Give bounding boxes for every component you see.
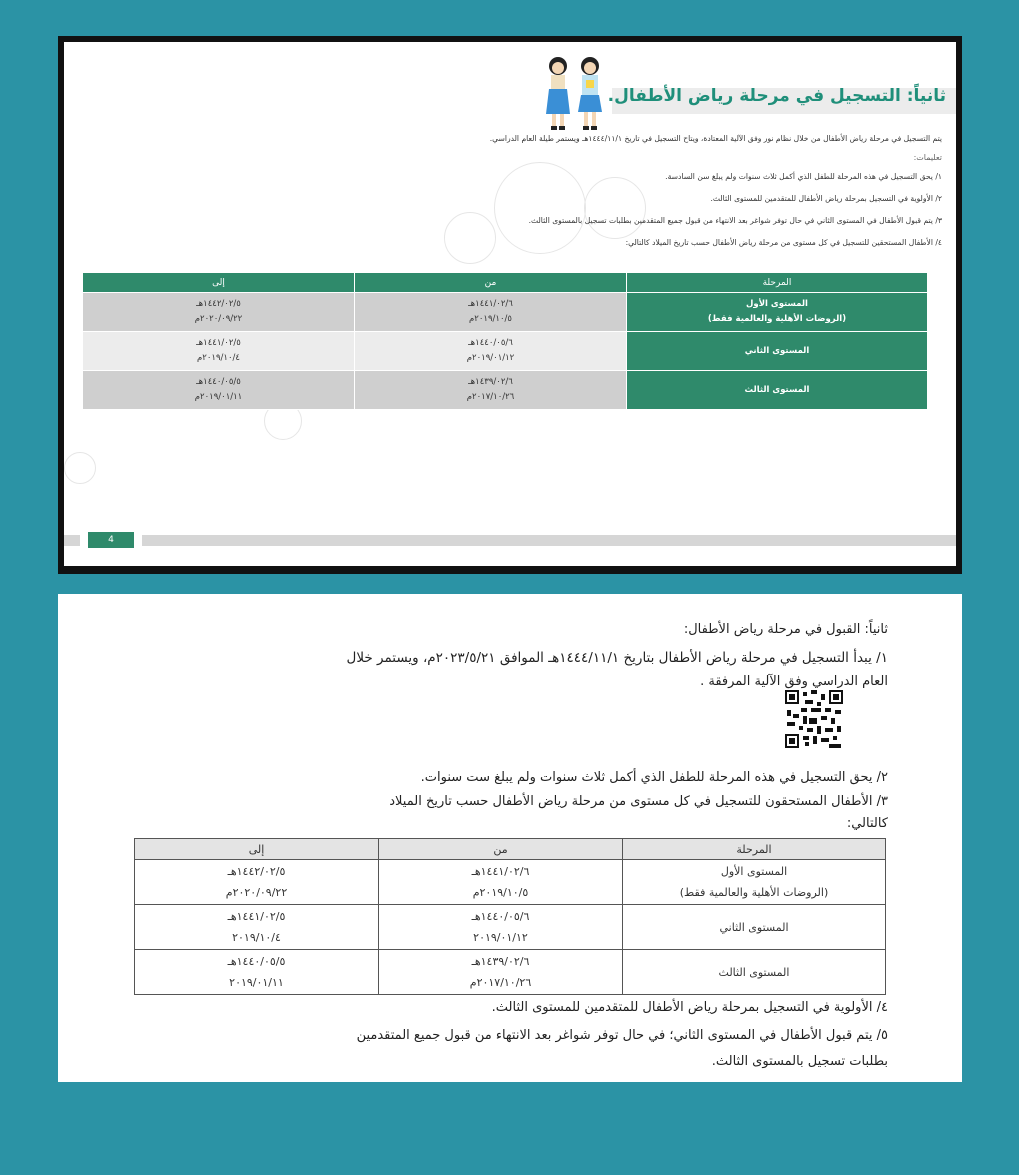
to-hijri: ١٤٤٢/٠٢/٥هـ <box>196 299 241 309</box>
footer-bar <box>142 535 956 546</box>
note-item: ٤/ الأطفال المستحقين للتسجيل في كل مستوى من مرحلة رياض الأطفال حسب تاريخ الميلاد كالتالي: <box>625 238 942 247</box>
to-cell <box>83 332 355 371</box>
paragraph-3: ٣/ الأطفال المستحقون للتسجيل في كل مستوى من مرحلة رياض الأطفال حسب تاريخ الميلاد <box>389 794 888 809</box>
level-name: المستوى الثاني <box>744 345 810 356</box>
paragraph-5: ٥/ يتم قبول الأطفال في المستوى الثاني؛ في حال توفر شواغر بعد الانتهاء من قبول جميع المتقدمين <box>356 1028 888 1043</box>
table-row <box>135 860 886 905</box>
slide-eligibility-table <box>82 272 928 410</box>
section-heading: ثانياً: القبول في مرحلة رياض الأطفال: <box>683 622 888 637</box>
from-gregorian: ٢٠١٩/١٠/٥م <box>469 314 512 324</box>
level-cell <box>623 905 886 950</box>
level-name: المستوى الثالث <box>744 384 810 395</box>
from-cell <box>379 950 623 995</box>
from-gregorian: ٢٠١٩/٠١/١٢ <box>473 931 528 944</box>
level-cell <box>627 293 928 332</box>
to-gregorian: ٢٠١٩/١٠/٤ <box>232 931 281 944</box>
level-name: المستوى الثاني <box>719 920 789 934</box>
from-hijri: ١٤٤٠/٠٥/٦هـ <box>468 338 513 348</box>
qr-code <box>785 690 843 748</box>
from-cell <box>355 332 627 371</box>
note-item: ١/ يحق التسجيل في هذه المرحلة للطفل الذي أكمل ثلاث سنوات ولم يبلغ سن السادسة. <box>665 172 942 181</box>
from-gregorian: ٢٠١٧/١٠/٢٦م <box>469 976 532 989</box>
children-illustration <box>540 52 610 132</box>
level-note: (الروضات الأهلية والعالمية فقط) <box>707 314 847 324</box>
slide-frame <box>58 36 962 574</box>
from-cell <box>355 293 627 332</box>
to-cell <box>135 860 379 905</box>
from-cell <box>379 860 623 905</box>
column-header: من <box>379 839 623 860</box>
from-hijri: ١٤٣٩/٠٢/٦هـ <box>468 377 513 387</box>
from-hijri: ١٤٤١/٠٢/٦هـ <box>471 865 530 878</box>
from-hijri: ١٤٣٩/٠٢/٦هـ <box>471 955 530 968</box>
slide-intro: يتم التسجيل في مرحلة رياض الأطفال من خلال نظام نور وفق الآلية المعتادة، ويتاح التسجيل في تاريخ ١٤٤٤/١١/١هـ ويستمر طيلة العام الدراسي. <box>489 134 942 143</box>
paragraph-1-cont: العام الدراسي وفق الآلية المرفقة . <box>700 674 888 689</box>
to-hijri: ١٤٤٠/٠٥/٥هـ <box>227 955 286 968</box>
from-gregorian: ٢٠١٧/١٠/٢٦م <box>466 392 515 402</box>
to-hijri: ١٤٤١/٠٢/٥هـ <box>196 338 241 348</box>
table-row <box>83 332 928 371</box>
decor-circle <box>64 452 96 484</box>
level-cell <box>627 371 928 410</box>
to-cell <box>83 293 355 332</box>
column-header: إلى <box>135 839 379 860</box>
decor-circle <box>444 212 496 264</box>
level-name: المستوى الأول <box>746 299 808 309</box>
paragraph-5-cont: بطلبات تسجيل بالمستوى الثالث. <box>711 1054 888 1069</box>
from-hijri: ١٤٤٠/٠٥/٦هـ <box>471 910 530 923</box>
note-item: ٣/ يتم قبول الأطفال في المستوى الثاني في حال توفر شواغر بعد الانتهاء من قبول جميع المتقدمين بطلبات تسجيل بالمستوى الثالث. <box>528 216 942 225</box>
to-hijri: ١٤٤٠/٠٥/٥هـ <box>196 377 241 387</box>
decor-circle <box>494 162 586 254</box>
from-hijri: ١٤٤١/٠٢/٦هـ <box>468 299 513 309</box>
document-eligibility-table <box>134 838 886 995</box>
table-row <box>83 293 928 332</box>
note-item: ٢/ الأولوية في التسجيل بمرحلة رياض الأطفال للمتقدمين للمستوى الثالث. <box>710 194 942 203</box>
paragraph-1: ١/ يبدأ التسجيل في مرحلة رياض الأطفال بتاريخ ١٤٤٤/١١/١هـ الموافق ٢٠٢٣/٥/٢١م، ويستمر خلال <box>346 650 888 666</box>
decor-circle <box>584 177 646 239</box>
slide-footer <box>64 532 956 548</box>
slide-title: ثانياً: التسجيل في مرحلة رياض الأطفال. <box>607 86 946 106</box>
level-name: المستوى الأول <box>720 865 788 878</box>
level-note: (الروضات الأهلية والعالمية فقط) <box>679 886 829 899</box>
level-cell <box>627 332 928 371</box>
to-gregorian: ٢٠١٩/٠١/١١م <box>194 392 243 402</box>
paragraph-2: ٢/ يحق التسجيل في هذه المرحلة للطفل الذي أكمل ثلاث سنوات ولم يبلغ ست سنوات. <box>420 770 888 785</box>
column-header: المرحلة <box>623 839 886 860</box>
from-cell <box>355 371 627 410</box>
to-gregorian: ٢٠١٩/١٠/٤م <box>197 353 240 363</box>
to-cell <box>83 371 355 410</box>
level-cell <box>623 950 886 995</box>
to-gregorian: ٢٠٢٠/٠٩/٢٢م <box>194 314 243 324</box>
level-cell <box>623 860 886 905</box>
to-gregorian: ٢٠١٩/٠١/١١ <box>229 976 284 989</box>
column-header: إلى <box>83 273 355 293</box>
to-hijri: ١٤٤١/٠٢/٥هـ <box>227 910 286 923</box>
column-header: من <box>355 273 627 293</box>
footer-bar <box>64 535 80 546</box>
table-row <box>135 950 886 995</box>
paragraph-3-continuation: كالتالي: <box>846 816 888 831</box>
column-header: المرحلة <box>627 273 928 293</box>
table-row <box>135 905 886 950</box>
to-cell <box>135 950 379 995</box>
table-row <box>83 371 928 410</box>
level-name: المستوى الثالث <box>718 965 790 979</box>
to-hijri: ١٤٤٢/٠٢/٥هـ <box>227 865 286 878</box>
to-cell <box>135 905 379 950</box>
paragraph-4: ٤/ الأولوية في التسجيل بمرحلة رياض الأطفال للمتقدمين للمستوى الثالث. <box>491 1000 888 1015</box>
from-cell <box>379 905 623 950</box>
page-number: 4 <box>88 532 134 548</box>
document-page <box>58 594 962 1082</box>
from-gregorian: ٢٠١٩/١٠/٥م <box>472 886 529 899</box>
from-gregorian: ٢٠١٩/٠١/١٢م <box>466 353 515 363</box>
to-gregorian: ٢٠٢٠/٠٩/٢٢م <box>225 886 288 899</box>
slide <box>64 42 956 566</box>
notes-label: تعليمات: <box>913 153 942 162</box>
